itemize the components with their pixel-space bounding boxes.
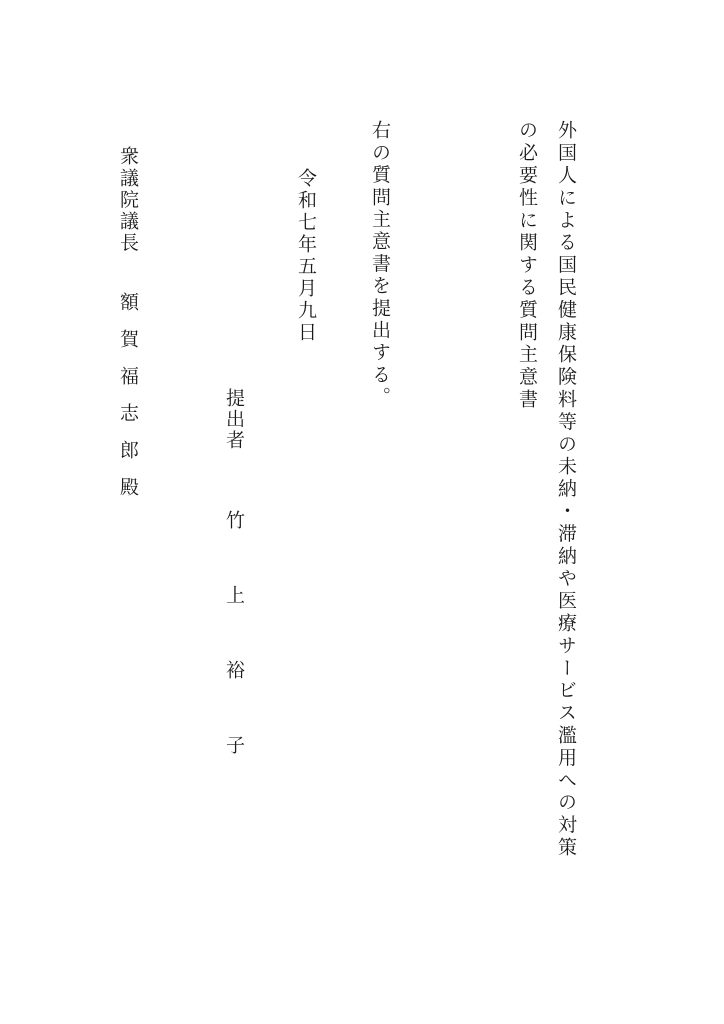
submission-statement: 右の質問主意書を提出する。 [369,120,391,409]
addressee-title: 衆議院議長 [117,146,139,254]
addressee-name: 額賀福志郎殿 [117,292,139,514]
submission-date: 令和七年五月九日 [295,168,317,344]
question-title-line-1: 外国人による国民健康保険料等の未納・滞納や医療サービス濫用への対策 [555,120,577,860]
submitter-label: 提出者 [223,388,245,451]
submitter-name: 竹上裕子 [223,510,245,810]
question-title-line-2: の必要性に関する質問主意書 [516,120,538,412]
